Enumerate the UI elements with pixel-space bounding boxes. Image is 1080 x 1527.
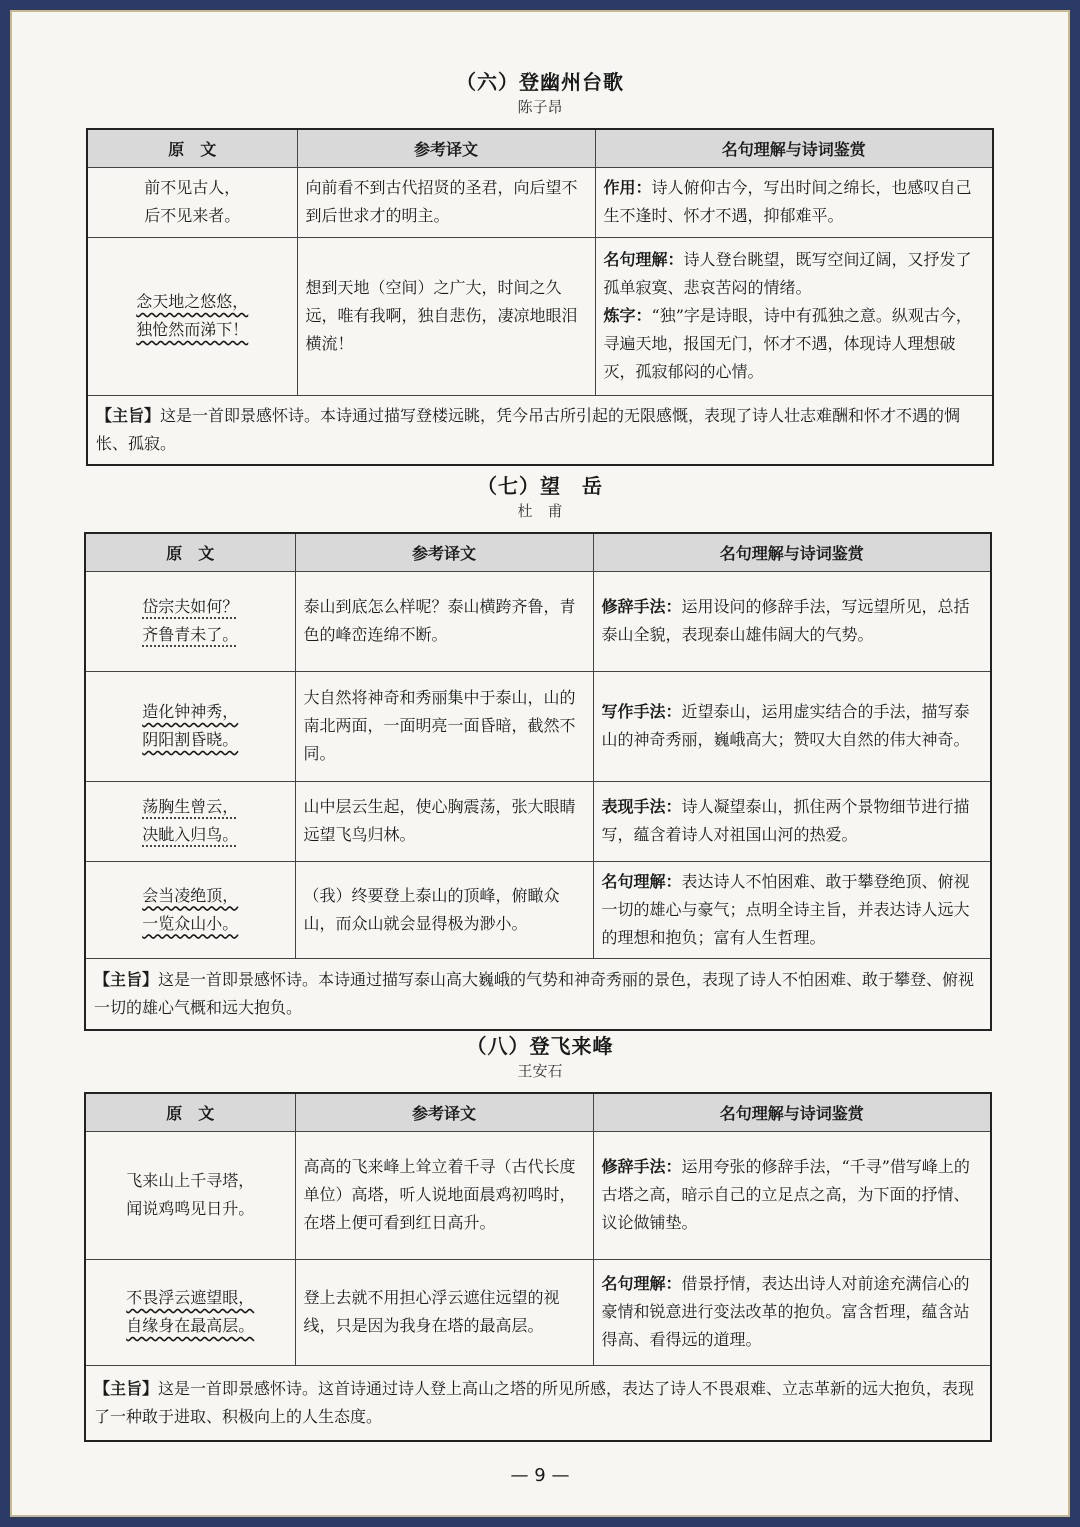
appreciation bbox=[593, 1131, 991, 1259]
translation: 高高的飞来峰上耸立着千寻（古代长度单位）高塔，听人说地面晨鸡初鸣时，在塔上便可看到红日高升。 bbox=[295, 1131, 593, 1259]
appreciation bbox=[593, 671, 991, 781]
orig-line: 阴阳割昏晓。 bbox=[142, 730, 239, 749]
appreciation bbox=[593, 861, 991, 958]
theme-text: 这是一首即景感怀诗。本诗通过描写泰山高大巍峨的气势和神奇秀丽的景色，表现了诗人不怕困难、敢于攀登、俯视一切的雄心气概和远大抱负。 bbox=[94, 969, 975, 1017]
appreciation bbox=[595, 167, 993, 237]
header-appr: 名句理解与诗词鉴赏 bbox=[593, 1093, 991, 1131]
translation: 泰山到底怎么样呢？泰山横跨齐鲁，青色的峰峦连绵不断。 bbox=[295, 571, 593, 671]
table-row bbox=[85, 781, 991, 861]
table-row bbox=[87, 167, 993, 237]
orig-line: 念天地之悠悠， bbox=[136, 292, 249, 311]
theme-text: 这是一首即景感怀诗。本诗通过描写登楼远眺，凭今吊古所引起的无限感慨，表现了诗人壮志难酬和怀才不遇的惆怅、孤寂。 bbox=[96, 405, 961, 453]
poem-section-7 bbox=[10, 472, 1070, 522]
theme-label: 【主旨】 bbox=[94, 1378, 159, 1398]
poem-author: 王安石 bbox=[517, 1062, 563, 1080]
theme-row bbox=[85, 1365, 991, 1441]
table-row bbox=[87, 237, 993, 395]
translation: 大自然将神奇和秀丽集中于泰山，山的南北两面，一面明亮一面昏暗，截然不同。 bbox=[295, 671, 593, 781]
orig-line: 齐鲁青未了。 bbox=[142, 625, 239, 644]
translation: 想到天地（空间）之广大，时间之久远，唯有我啊，独自悲伤，凄凉地眼泪横流！ bbox=[297, 237, 595, 395]
orig-line: 一览众山小。 bbox=[142, 913, 239, 933]
theme-row bbox=[85, 958, 991, 1030]
appr-label: 写作手法： bbox=[601, 702, 682, 721]
orig-line: 决眦入归鸟。 bbox=[142, 825, 239, 844]
poem-section-8 bbox=[10, 1032, 1070, 1082]
orig-line: 独怆然而涕下！ bbox=[136, 320, 249, 339]
translation: 登上去就不用担心浮云遮住远望的视线，只是因为我身在塔的最高层。 bbox=[295, 1259, 593, 1365]
orig-line: 前不见古人， bbox=[144, 178, 241, 197]
table-row bbox=[85, 671, 991, 781]
header-orig: 原 文 bbox=[85, 533, 295, 571]
orig-line: 岱宗夫如何？ bbox=[142, 597, 239, 616]
orig-line: 荡胸生曾云， bbox=[142, 797, 239, 816]
appreciation bbox=[595, 237, 993, 395]
orig-line: 造化钟神秀， bbox=[142, 702, 239, 721]
appr-label: 作用： bbox=[603, 178, 652, 197]
poem-title: （八）登飞来峰 bbox=[466, 1034, 614, 1058]
poem-author: 杜 甫 bbox=[517, 502, 563, 520]
appreciation bbox=[593, 571, 991, 671]
header-orig: 原 文 bbox=[87, 129, 297, 167]
appr-text: 运用夸张的修辞手法，“千寻”借写峰上的古塔之高，暗示自己的立足点之高，为下面的抒情、议论做铺垫。 bbox=[601, 1157, 970, 1232]
table-row bbox=[85, 1259, 991, 1365]
translation: （我）终要登上泰山的顶峰，俯瞰众山，而众山就会显得极为渺小。 bbox=[295, 861, 593, 958]
orig-line: 闻说鸡鸣见日升。 bbox=[126, 1199, 255, 1218]
poem-title: （七）望 岳 bbox=[477, 474, 603, 498]
theme-label: 【主旨】 bbox=[96, 405, 161, 425]
theme-text: 这是一首即景感怀诗。这首诗通过诗人登上高山之塔的所见所感，表达了诗人不畏艰难、立志革新的远大抱负，表现了一种敢于进取、积极向上的人生态度。 bbox=[94, 1378, 975, 1426]
header-trans: 参考译文 bbox=[295, 1093, 593, 1131]
page bbox=[10, 10, 1070, 1517]
appr-label: 炼字： bbox=[603, 306, 652, 325]
table-row bbox=[85, 1131, 991, 1259]
appr-text: “独”字是诗眼，诗中有孤独之意。纵观古今，寻遍天地，报国无门，怀才不遇，体现诗人理想破灭，孤寂郁闷的心情。 bbox=[603, 306, 972, 381]
poem-author: 陈子昂 bbox=[517, 98, 563, 116]
header-orig: 原 文 bbox=[85, 1093, 295, 1131]
orig-line: 飞来山上千寻塔， bbox=[126, 1171, 255, 1190]
theme-label: 【主旨】 bbox=[94, 969, 159, 989]
header-appr: 名句理解与诗词鉴赏 bbox=[595, 129, 993, 167]
table-row bbox=[85, 861, 991, 958]
poem-table-7 bbox=[84, 532, 992, 1031]
orig-line: 后不见来者。 bbox=[144, 206, 241, 225]
appr-label: 表现手法： bbox=[601, 797, 682, 816]
translation: 山中层云生起，使心胸震荡，张大眼睛远望飞鸟归林。 bbox=[295, 781, 593, 861]
appr-text: 近望泰山，运用虚实结合的手法，描写泰山的神奇秀丽，巍峨高大；赞叹大自然的伟大神奇。 bbox=[601, 702, 970, 749]
appr-text: 表达诗人不怕困难、敢于攀登绝顶、俯视一切的雄心与豪气；点明全诗主旨，并表达诗人远大的理想和抱负；富有人生哲理。 bbox=[601, 871, 970, 947]
poem-table-8 bbox=[84, 1092, 992, 1442]
orig-line: 会当凌绝顶， bbox=[142, 885, 239, 905]
orig-line: 自缘身在最高层。 bbox=[126, 1316, 255, 1335]
appr-text: 诗人凝望泰山，抓住两个景物细节进行描写，蕴含着诗人对祖国山河的热爱。 bbox=[601, 797, 970, 844]
poem-section-6 bbox=[10, 68, 1070, 118]
appr-text: 运用设问的修辞手法，写远望所见，总括泰山全貌，表现泰山雄伟阔大的气势。 bbox=[601, 597, 970, 644]
header-trans: 参考译文 bbox=[295, 533, 593, 571]
poem-title: （六）登幽州台歌 bbox=[456, 70, 624, 94]
appreciation bbox=[593, 1259, 991, 1365]
appr-label: 名句理解： bbox=[601, 1274, 682, 1293]
appr-text: 诗人登台眺望，既写空间辽阔，又抒发了孤单寂寞、悲哀苦闷的情绪。 bbox=[603, 250, 972, 297]
appr-text: 诗人俯仰古今，写出时间之绵长，也感叹自己生不逢时、怀才不遇，抑郁难平。 bbox=[603, 178, 972, 225]
header-trans: 参考译文 bbox=[297, 129, 595, 167]
orig-line: 不畏浮云遮望眼， bbox=[126, 1288, 255, 1307]
appr-label: 修辞手法： bbox=[601, 597, 682, 616]
appr-label: 名句理解： bbox=[603, 250, 684, 269]
page-number: — 9 — bbox=[510, 1465, 570, 1486]
table-row bbox=[85, 571, 991, 671]
poem-table-6 bbox=[86, 128, 994, 466]
appreciation bbox=[593, 781, 991, 861]
translation: 向前看不到古代招贤的圣君，向后望不到后世求才的明主。 bbox=[297, 167, 595, 237]
appr-text: 借景抒情，表达出诗人对前途充满信心的豪情和锐意进行变法改革的抱负。富含哲理，蕴含站得高、看得远的道理。 bbox=[601, 1274, 970, 1349]
theme-row bbox=[87, 395, 993, 465]
appr-label: 名句理解： bbox=[601, 871, 682, 891]
header-appr: 名句理解与诗词鉴赏 bbox=[593, 533, 991, 571]
appr-label: 修辞手法： bbox=[601, 1157, 682, 1176]
